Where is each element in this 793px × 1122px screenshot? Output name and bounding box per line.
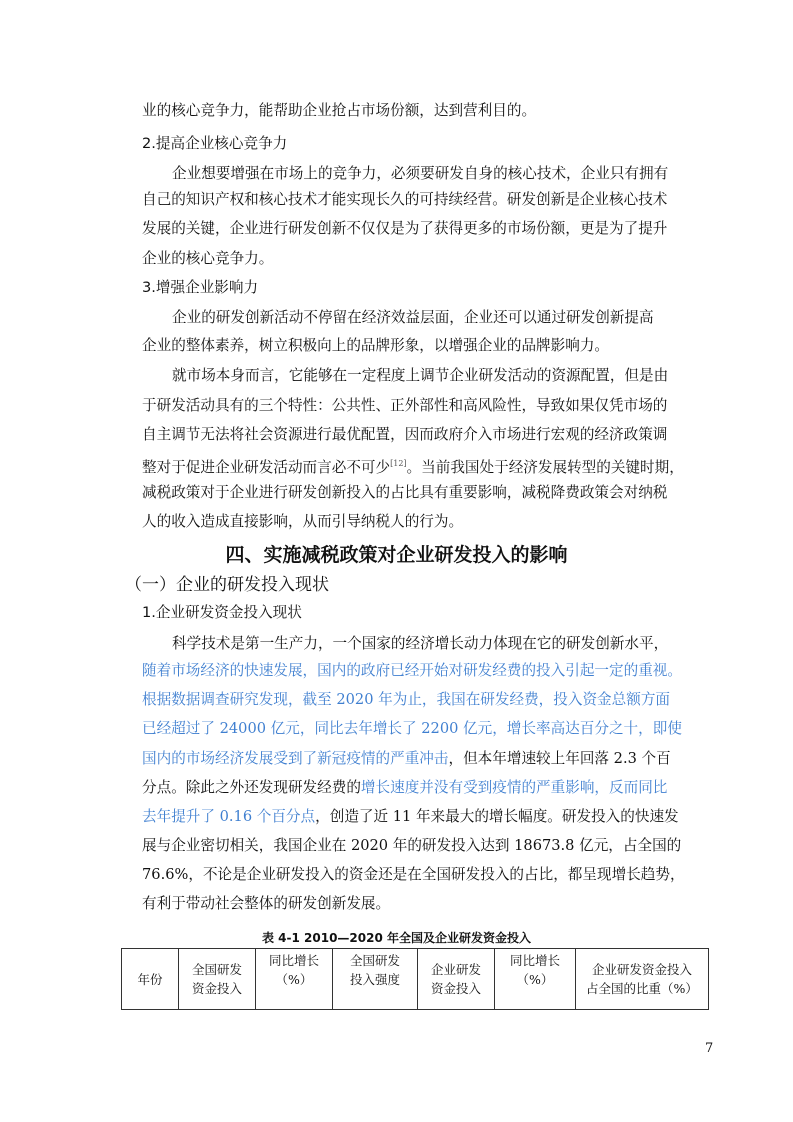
body-text-line: 企业的核心竞争力。	[142, 250, 274, 267]
subsection-heading: 1.企业研发资金投入现状	[142, 604, 302, 621]
body-text-line	[142, 749, 722, 769]
highlighted-text-line: 根据数据调查研究发现，截至 2020 年为止，我国在研发经费，投入资金总额方面	[142, 691, 671, 708]
section-heading: 2.提高企业核心竞争力	[142, 135, 288, 152]
body-text-line: 76.6%，不论是企业研发投入的资金还是在全国研发投入的占比，都呈现增长趋势，	[142, 866, 685, 883]
body-text-line: 业的核心竞争力，能帮助企业抢占市场份额，达到营利目的。	[142, 102, 537, 119]
body-text-line: 有利于带动社会整体的研发创新发展。	[142, 895, 391, 912]
body-text-line	[142, 778, 722, 798]
chapter-title: 四、实施减税政策对企业研发投入的影响	[225, 544, 568, 566]
highlighted-text-run: 国内的市场经济发展受到了新冠疫情的严重冲击	[142, 750, 449, 767]
body-text-line: 减税政策对于企业进行研发创新投入的占比具有重要影响，减税降费政策会对纳税	[142, 484, 668, 501]
header-cell-year: 年份	[122, 949, 179, 1010]
body-text-line: 科学技术是第一生产力，一个国家的经济增长动力体现在它的研发创新水平，	[172, 635, 669, 652]
body-text-line	[142, 807, 722, 827]
body-text-line: 人的收入造成直接影响，从而引导纳税人的行为。	[142, 513, 464, 530]
header-cell-enterprise-rd: 企业研发 资金投入	[418, 949, 495, 1010]
body-text-line: 企业的研发创新活动不停留在经济效益层面，企业还可以通过研发创新提高	[172, 309, 654, 326]
highlighted-text-line: 已经超过了 24000 亿元，同比去年增长了 2200 亿元，增长率高达百分之十，即使	[142, 720, 682, 737]
body-text-line: 发展的关键，企业进行研发创新不仅仅是为了获得更多的市场份额，更是为了提升	[142, 220, 668, 237]
page-number: 7	[705, 1041, 714, 1056]
text-run: 分点。除此之外还发现研发经费的	[142, 779, 361, 796]
citation-ref[interactable]: [12]	[390, 459, 407, 468]
body-text-line: 企业想要增强在市场上的竞争力，必须要研发自身的核心技术，企业只有拥有	[172, 165, 669, 182]
section-heading: 3.增强企业影响力	[142, 279, 259, 296]
header-cell-share: 企业研发资金投入 占全国的比重（%）	[576, 949, 709, 1010]
body-text-line: 于研发活动具有的三个特性：公共性、正外部性和高风险性，导致如果仅凭市场的	[142, 397, 668, 414]
header-cell-intensity: 全国研发 投入强度	[333, 949, 418, 1010]
header-cell-yoy: 同比增长 （%）	[256, 949, 333, 1010]
section-title: （一）企业的研发投入现状	[125, 575, 329, 595]
body-text-line: 企业的整体素养，树立积极向上的品牌形象，以增强企业的品牌影响力。	[142, 337, 610, 354]
header-cell-national-rd: 全国研发 资金投入	[179, 949, 256, 1010]
text-run: 整对于促进企业研发活动而言必不可少	[142, 459, 391, 476]
body-text-line	[142, 454, 722, 478]
body-text-line: 就市场本身而言，它能够在一定程度上调节企业研发活动的资源配置，但是由	[172, 367, 669, 384]
body-text-line: 自己的知识产权和核心技术才能实现长久的可持续经营。研发创新是企业核心技术	[142, 191, 668, 208]
body-text-line: 展与企业密切相关，我国企业在 2020 年的研发投入达到 18673.8 亿元，占全国的	[142, 837, 682, 854]
rd-investment-table	[121, 948, 709, 1010]
text-run: ，创造了近 11 年来最大的增长幅度。研发投入的快速发	[315, 808, 679, 825]
header-cell-yoy-enterprise: 同比增长 （%）	[495, 949, 576, 1010]
text-run: 。当前我国处于经济发展转型的关键时期，	[406, 459, 684, 476]
highlighted-text-run: 增长速度并没有受到疫情的严重影响，反而同比	[360, 779, 668, 796]
highlighted-text-line: 随着市场经济的快速发展，国内的政府已经开始对研发经费的投入引起一定的重视。	[142, 662, 682, 679]
highlighted-text-run: 去年提升了 0.16 个百分点	[142, 808, 316, 825]
text-run: ，但本年增速较上年回落 2.3 个百	[448, 750, 671, 767]
body-text-line: 自主调节无法将社会资源进行最优配置，因而政府介入市场进行宏观的经济政策调	[142, 426, 668, 443]
table-header-row	[122, 949, 709, 1010]
table-caption: 表 4-1 2010—2020 年全国及企业研发资金投入	[261, 931, 531, 945]
